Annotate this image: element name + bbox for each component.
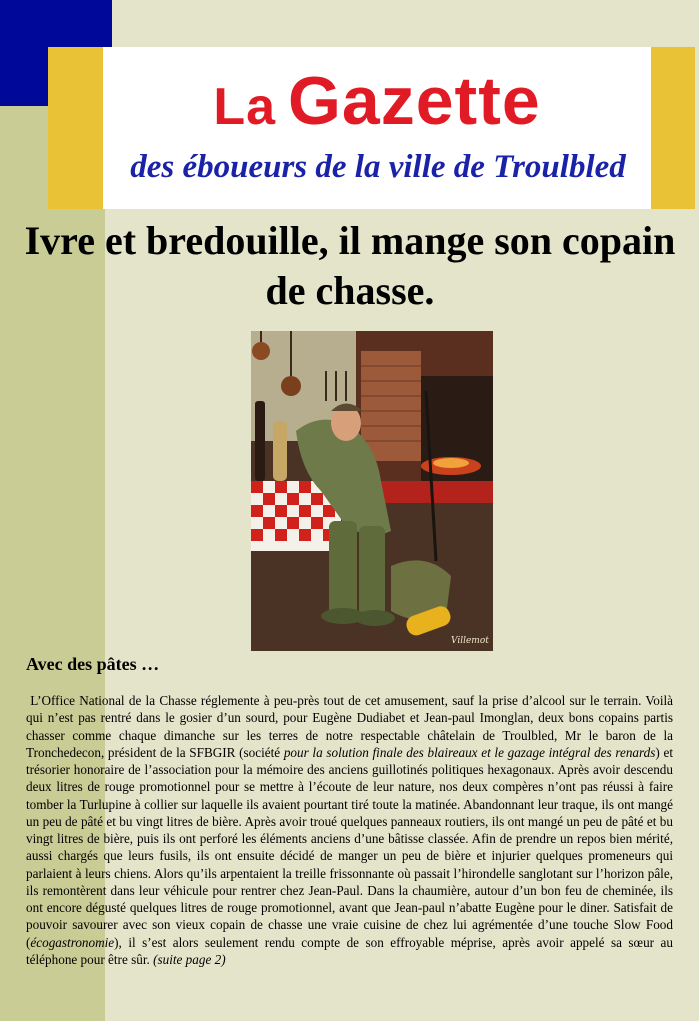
article-text-3: ), il s’est alors seulement rendu compte de son effroyable méprise, après avoir appelé sa sœur au téléphone pour être sûr. (26, 934, 673, 967)
article-italic-1: pour la solution finale des blaireaux et le gazage intégral des renards (283, 744, 656, 760)
article-italic-2: écogastronomie (30, 934, 115, 950)
continued-link[interactable]: (suite page 2) (153, 951, 226, 967)
masthead-title-small: La (213, 78, 277, 136)
masthead-title (103, 63, 651, 139)
hunter-photo (251, 331, 493, 651)
article-text-1: L’Office National de la Chasse réglemente à peu-près tout de cet amusement, sauf la prise d’alcool sur le terrain. Voilà qui n’est pas rentré dans le gosier d’un sourd, pour Eugène Dudiabet et Jean-paul Imonglan, deux bons copains partis chasser comme chaque dimanche sur les terres de notre respectable châtelain de Troulbled, Mr le baron de la Tronchedecon, président de la SFBGIR (société (26, 693, 674, 760)
masthead-subtitle: des éboueurs de la ville de Troulbled (130, 149, 626, 185)
article-body (26, 692, 673, 968)
article-headline: Ivre et bredouille, il mange son copain de chasse. (24, 218, 676, 313)
masthead (103, 47, 651, 209)
article-subhead: Avec des pâtes … (26, 654, 160, 674)
masthead-title-big: Gazette (288, 63, 541, 139)
article-text-2: ) et trésorier honoraire de l’association pour la mémoire des anciens guillotinés politiques hexagonaux. Après avoir descendu deux litres de rouge promotionnel pour se mettre à l’écoute de leur nature, nos deux compères n’ont pas réussi à faire tomber la Turlupine à collier sur laquelle ils avaient pourtant tiré toute la matinée. Abandonnant leur traque, ils ont mangé un peu de pâté et bu vingt litres de bière. Après avoir troué quelques panneaux routiers, ils ont mangé un peu de pâté et bu vingt litres de bière, puis ils ont perforé les éléments anciens d’une bâtisse classée. Afin de prendre un repos bien mérité, aussi chargés que leurs fusils, ils ont ensuite décidé de manger un peu de bière et injurier quelques promeneurs qui parlaient à leurs chiens. Alors qu’ils arpentaient la treille frissonnante où passait l’hirondelle sanglotant sur l’horizon pâle, ils remontèrent dans leur véhicule pour rentrer chez Jean-Paul. Dans la chaumière, autour d’un bon feu de cheminée, ils ont encore dégusté quelques litres de rouge promotionnel, avant que Jean-paul n’abatte Eugène pour le diner. Satisfait de pouvoir savourer avec son vieux copain de chasse une vraie cuisine de chez lui agrémentée d’une touche Slow Food ( (26, 744, 673, 950)
photo-signature: Villemot (451, 636, 489, 646)
